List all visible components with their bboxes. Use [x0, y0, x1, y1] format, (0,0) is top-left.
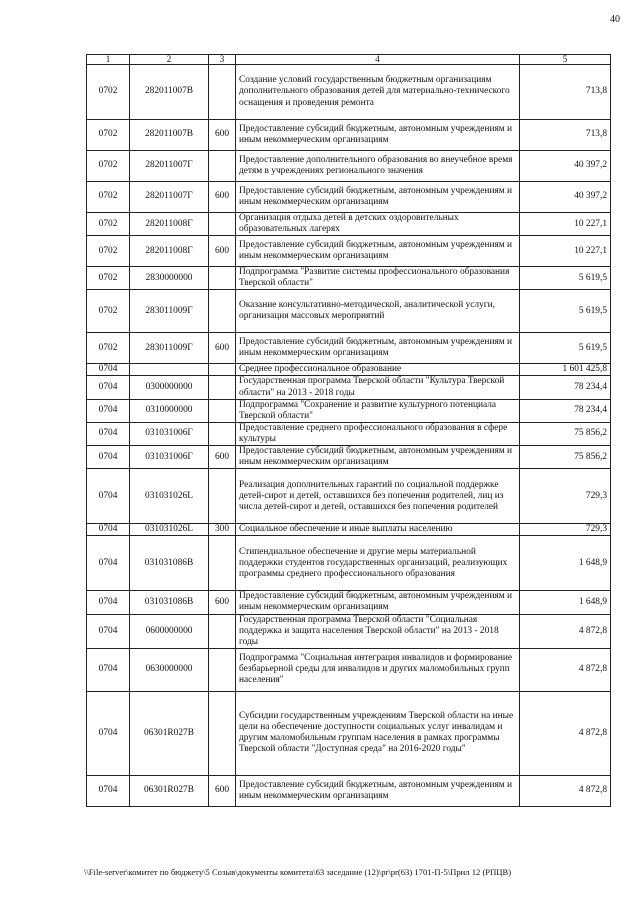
table-row [87, 236, 611, 267]
table-row [87, 591, 611, 614]
amount-cell: 78 234,4 [520, 376, 611, 399]
section-code-cell: 0704 [87, 446, 130, 469]
amount-cell: 729,3 [520, 469, 611, 524]
item-name-cell: Предоставление среднего профессионального образования в сфере культуры [236, 422, 520, 445]
target-article-cell: 031031006Г [130, 422, 209, 445]
item-name-cell: Государственная программа Тверской области "Культура Тверской области" на 2013 - 2018 годы [236, 376, 520, 399]
header-row [87, 55, 611, 65]
target-article-cell: 0310000000 [130, 399, 209, 422]
amount-cell: 75 856,2 [520, 422, 611, 445]
target-article-cell: 06301R027В [130, 775, 209, 806]
page-number: 40 [610, 14, 620, 25]
section-code-cell: 0704 [87, 591, 130, 614]
section-code-cell: 0702 [87, 290, 130, 333]
table-row [87, 364, 611, 376]
target-article-cell: 0300000000 [130, 376, 209, 399]
item-name-cell: Субсидии государственным учреждениям Тверской области на иные цели на обеспечение доступности социальных услуг инвалидам и другим маломобильным группам населения в рамках программы Тверской области "Доступная среда" на 2016-2020 годы" [236, 691, 520, 775]
section-code-cell: 0702 [87, 120, 130, 151]
section-code-cell: 0704 [87, 648, 130, 691]
section-code-cell: 0704 [87, 536, 130, 591]
target-article-cell: 06301R027В [130, 691, 209, 775]
table-row [87, 524, 611, 536]
target-article-cell: 282011007В [130, 65, 209, 120]
expense-type-cell: 300 [209, 524, 236, 536]
section-code-cell: 0704 [87, 775, 130, 806]
target-article-cell [130, 364, 209, 376]
target-article-cell: 031031026L [130, 469, 209, 524]
section-code-cell: 0702 [87, 267, 130, 290]
amount-cell: 1 648,9 [520, 591, 611, 614]
expense-type-cell [209, 290, 236, 333]
section-code-cell: 0704 [87, 614, 130, 648]
item-name-cell: Предоставление субсидий бюджетным, автономным учреждениям и иным некоммерческим организациям [236, 236, 520, 267]
item-name-cell: Создание условий государственным бюджетным организациям дополнительного образования детей для материально-технического оснащения и проведения ремонта [236, 65, 520, 120]
section-code-cell: 0702 [87, 236, 130, 267]
target-article-cell: 0600000000 [130, 614, 209, 648]
header-cell: 5 [520, 55, 611, 65]
item-name-cell: Предоставление субсидий бюджетным, автономным учреждениям и иным некоммерческим организациям [236, 182, 520, 213]
expense-type-cell: 600 [209, 775, 236, 806]
target-article-cell: 2830000000 [130, 267, 209, 290]
section-code-cell: 0704 [87, 691, 130, 775]
table-row [87, 213, 611, 236]
section-code-cell: 0704 [87, 399, 130, 422]
expense-type-cell: 600 [209, 591, 236, 614]
expense-type-cell: 600 [209, 236, 236, 267]
expense-type-cell: 600 [209, 333, 236, 364]
section-code-cell: 0704 [87, 364, 130, 376]
table-row [87, 333, 611, 364]
table-row [87, 469, 611, 524]
section-code-cell: 0702 [87, 65, 130, 120]
item-name-cell: Подпрограмма "Социальная интеграция инвалидов и формирование безбарьерной среды для инвалидов и других маломобильных групп населения" [236, 648, 520, 691]
expense-type-cell: 600 [209, 120, 236, 151]
expense-type-cell [209, 213, 236, 236]
expense-type-cell [209, 376, 236, 399]
file-path-footer: \\File-server\комитет по бюджету\5 Созыв\документы комитета\63 заседание (12)\pr\pr(63) 1701-П-5\Прил 12 (РПЦВ) [84, 867, 512, 877]
item-name-cell: Подпрограмма "Сохранение и развитие культурного потенциала Тверской области" [236, 399, 520, 422]
expense-type-cell [209, 267, 236, 290]
expense-type-cell [209, 648, 236, 691]
target-article-cell: 282011008Г [130, 213, 209, 236]
amount-cell: 10 227,1 [520, 236, 611, 267]
expense-type-cell [209, 691, 236, 775]
expense-type-cell [209, 536, 236, 591]
amount-cell: 5 619,5 [520, 267, 611, 290]
item-name-cell: Предоставление субсидий бюджетным, автономным учреждениям и иным некоммерческим организациям [236, 446, 520, 469]
target-article-cell: 282011007В [130, 120, 209, 151]
target-article-cell: 031031006Г [130, 446, 209, 469]
section-code-cell: 0702 [87, 213, 130, 236]
table-row [87, 290, 611, 333]
table-row [87, 182, 611, 213]
item-name-cell: Социальное обеспечение и иные выплаты населению [236, 524, 520, 536]
item-name-cell: Предоставление дополнительного образования во внеучебное время детям в учреждениях регионального значения [236, 151, 520, 182]
section-code-cell: 0702 [87, 182, 130, 213]
expense-type-cell [209, 151, 236, 182]
table-body [87, 65, 611, 807]
target-article-cell: 283011009Г [130, 290, 209, 333]
table-row [87, 446, 611, 469]
table-row [87, 691, 611, 775]
amount-cell: 4 872,8 [520, 614, 611, 648]
amount-cell: 5 619,5 [520, 290, 611, 333]
table-row [87, 399, 611, 422]
expense-type-cell [209, 422, 236, 445]
table-row [87, 376, 611, 399]
item-name-cell: Стипендиальное обеспечение и другие меры материальной поддержки студентов государственных организаций, реализующих программы среднего профессионального образования [236, 536, 520, 591]
amount-cell: 1 648,9 [520, 536, 611, 591]
target-article-cell: 031031026L [130, 524, 209, 536]
amount-cell: 4 872,8 [520, 648, 611, 691]
table-row [87, 151, 611, 182]
expense-type-cell: 600 [209, 182, 236, 213]
header-cell: 1 [87, 55, 130, 65]
header-cell: 2 [130, 55, 209, 65]
amount-cell: 10 227,1 [520, 213, 611, 236]
amount-cell: 78 234,4 [520, 399, 611, 422]
item-name-cell: Предоставление субсидий бюджетным, автономным учреждениям и иным некоммерческим организациям [236, 775, 520, 806]
section-code-cell: 0704 [87, 524, 130, 536]
amount-cell: 1 601 425,8 [520, 364, 611, 376]
amount-cell: 4 872,8 [520, 691, 611, 775]
item-name-cell: Предоставление субсидий бюджетным, автономным учреждениям и иным некоммерческим организациям [236, 591, 520, 614]
expense-type-cell: 600 [209, 446, 236, 469]
table-row [87, 267, 611, 290]
item-name-cell: Предоставление субсидий бюджетным, автономным учреждениям и иным некоммерческим организациям [236, 120, 520, 151]
item-name-cell: Реализация дополнительных гарантий по социальной поддержке детей-сирот и детей, оставшихся без попечения родителей, лиц из числа детей-сирот и детей, оставшихся без попечения родителей [236, 469, 520, 524]
amount-cell: 4 872,8 [520, 775, 611, 806]
target-article-cell: 0630000000 [130, 648, 209, 691]
table-row [87, 648, 611, 691]
item-name-cell: Организация отдыха детей в детских оздоровительных образовательных лагерях [236, 213, 520, 236]
amount-cell: 75 856,2 [520, 446, 611, 469]
section-code-cell: 0702 [87, 151, 130, 182]
header-cell: 3 [209, 55, 236, 65]
section-code-cell: 0704 [87, 376, 130, 399]
amount-cell: 5 619,5 [520, 333, 611, 364]
expense-type-cell [209, 469, 236, 524]
amount-cell: 729,3 [520, 524, 611, 536]
target-article-cell: 282011007Г [130, 182, 209, 213]
table-row [87, 536, 611, 591]
target-article-cell: 283011009Г [130, 333, 209, 364]
table-row [87, 65, 611, 120]
target-article-cell: 031031086В [130, 591, 209, 614]
section-code-cell: 0704 [87, 422, 130, 445]
item-name-cell: Среднее профессиональное образование [236, 364, 520, 376]
item-name-cell: Подпрограмма "Развитие системы профессионального образования Тверской области" [236, 267, 520, 290]
expense-type-cell [209, 399, 236, 422]
table-row [87, 775, 611, 806]
expense-type-cell [209, 364, 236, 376]
header-cell: 4 [236, 55, 520, 65]
target-article-cell: 282011008Г [130, 236, 209, 267]
target-article-cell: 282011007Г [130, 151, 209, 182]
amount-cell: 40 397,2 [520, 182, 611, 213]
section-code-cell: 0702 [87, 333, 130, 364]
target-article-cell: 031031086В [130, 536, 209, 591]
section-code-cell: 0704 [87, 469, 130, 524]
expense-type-cell [209, 614, 236, 648]
item-name-cell: Государственная программа Тверской области "Социальная поддержка и защита населения Тверской области" на 2013 - 2018 годы [236, 614, 520, 648]
table-row [87, 120, 611, 151]
amount-cell: 713,8 [520, 120, 611, 151]
item-name-cell: Оказание консультативно-методической, аналитической услуги, организация массовых мероприятий [236, 290, 520, 333]
table-row [87, 422, 611, 445]
expense-type-cell [209, 65, 236, 120]
budget-table [86, 54, 611, 807]
table-row [87, 614, 611, 648]
item-name-cell: Предоставление субсидий бюджетным, автономным учреждениям и иным некоммерческим организациям [236, 333, 520, 364]
amount-cell: 40 397,2 [520, 151, 611, 182]
amount-cell: 713,8 [520, 65, 611, 120]
